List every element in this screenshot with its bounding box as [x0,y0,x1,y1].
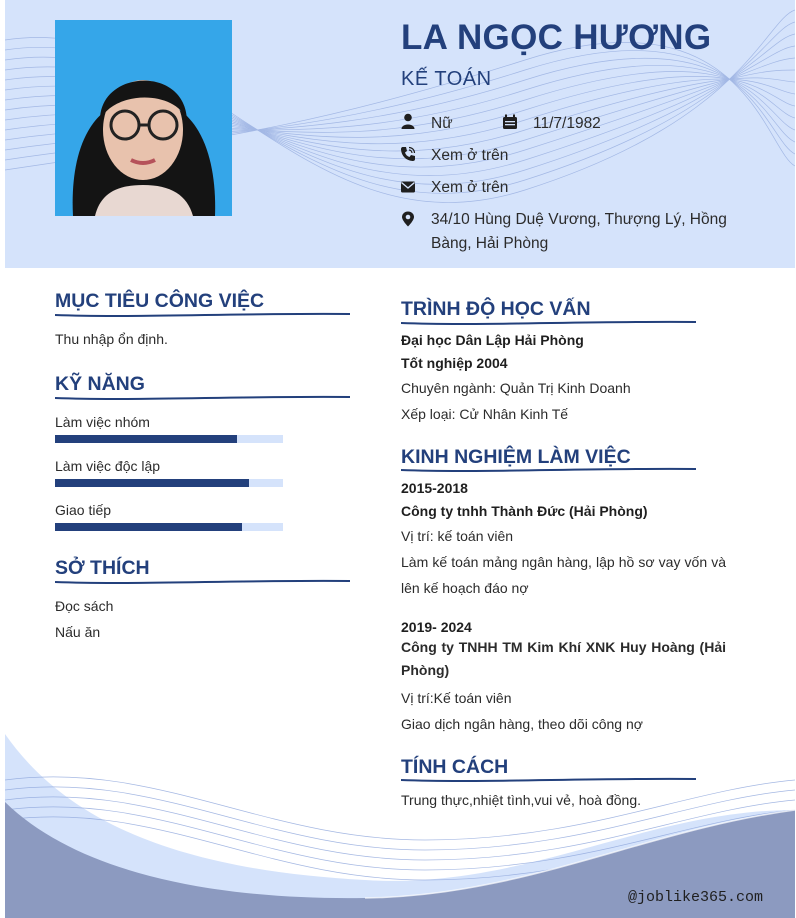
skill-label: Làm việc nhóm [55,414,150,430]
objective-text: Thu nhập ổn định. [55,331,168,347]
experience-title: KINH NGHIỆM LÀM VIỆC [401,446,631,468]
education-school: Đại học Dân Lập Hải Phòng [401,332,584,348]
address-line-2: Bàng, Hải Phòng [431,235,549,252]
person-icon [400,113,416,129]
hobbies-underline [55,578,350,586]
job-position: Vị trí: kế toán viên [401,528,514,544]
skill-bar-fill [55,479,249,487]
education-graduated: Tốt nghiệp 2004 [401,355,508,371]
envelope-icon [400,179,416,195]
skill-bar [55,435,283,443]
job-period: 2019- 2024 [401,619,472,635]
education-major: Chuyên ngành: Quản Trị Kinh Doanh [401,380,631,396]
cv-page [5,0,795,918]
education-grade: Xếp loại: Cử Nhân Kinh Tế [401,406,569,422]
objective-title: MỤC TIÊU CÔNG VIỆC [55,290,265,312]
skill-bar [55,523,283,531]
address-line-1: 34/10 Hùng Duệ Vương, Thượng Lý, Hồng [431,211,727,228]
location-pin-icon [400,211,416,227]
job-company: Công ty TNHH TM Kim Khí XNK Huy Hoàng (Hải Phòng) [401,639,726,678]
phone-icon [400,146,416,162]
education-underline [401,319,696,327]
skills-underline [55,394,350,402]
phone-value: Xem ở trên [431,147,509,164]
personality-text: Trung thực,nhiệt tình,vui vẻ, hoà đồng. [401,792,642,808]
skill-label: Giao tiếp [55,502,112,518]
personality-title: TÍNH CÁCH [401,756,509,778]
job-position: Vị trí:Kế toán viên [401,690,512,706]
gender-value: Nữ [431,115,453,132]
hobbies-title: SỞ THÍCH [55,557,150,579]
skills-title: KỸ NĂNG [55,373,145,395]
footer-handle: @joblike365.com [627,889,763,906]
hobby-item: Đọc sách [55,598,114,614]
skill-bar-fill [55,523,242,531]
candidate-name: LA NGỌC HƯƠNG [401,18,712,57]
skill-label: Làm việc độc lập [55,458,161,474]
job-description: Giao dịch ngân hàng, theo dõi công nợ [401,716,643,732]
job-description: Làm kế toán mảng ngân hàng, lập hồ sơ vay vốn và lên kế hoạch đáo nợ [401,554,726,596]
objective-underline [55,311,350,319]
email-value: Xem ở trên [431,179,509,196]
skill-bar [55,479,283,487]
hobby-item: Nấu ăn [55,624,101,640]
profile-photo [55,20,232,216]
calendar-icon [502,114,518,130]
birthdate-value: 11/7/1982 [533,115,601,132]
personality-underline [401,776,696,784]
job-period: 2015-2018 [401,480,468,496]
skill-bar-fill [55,435,237,443]
experience-underline [401,466,696,474]
job-company: Công ty tnhh Thành Đức (Hải Phòng) [401,503,648,519]
education-title: TRÌNH ĐỘ HỌC VẤN [401,298,591,320]
job-title: KẾ TOÁN [401,68,492,90]
